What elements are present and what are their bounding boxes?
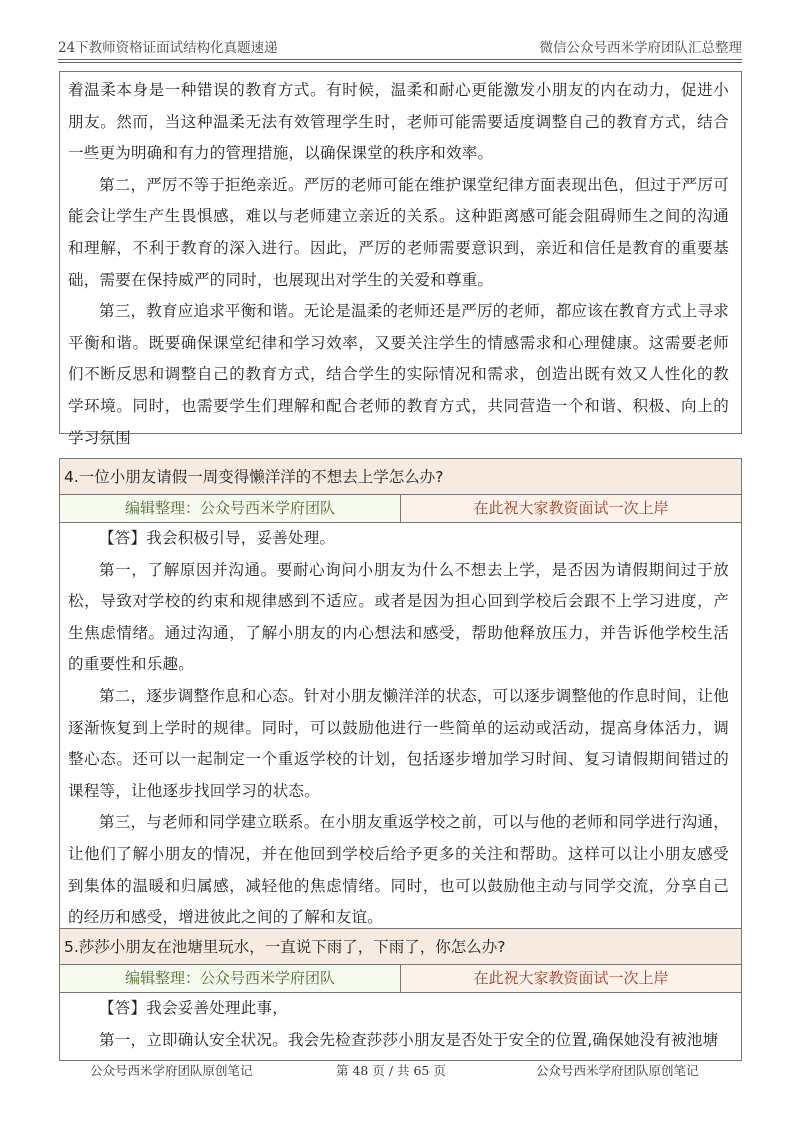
answer-continuation-box <box>59 71 742 447</box>
continuation-paragraph-3: 第三，教育应追求平衡和谐。无论是温柔的老师还是严厉的老师，都应该在教育方式上寻求平衡和谐。既要确保课堂纪律和学习效率，又要关注学生的情感需求和心理健康。这需要老师们不断反思和调整自己的教育方式，结合学生的实际情况和需求，创造出既有效又人性化的教学环境。同时，也需要学生们理解和配合老师的教育方式，共同营造一个和谐、积极、向上的学习氛围 <box>68 302 730 447</box>
footer-right: 公众号西米学府团队原创笔记 <box>536 1063 699 1078</box>
editor-credit: 编辑整理：公众号西米学府团队 <box>60 495 401 522</box>
question-5-title: 5.莎莎小朋友在池塘里玩水，一直说下雨了，下雨了，你怎么办? <box>60 929 741 965</box>
page-number: 第 48 页 / 共 65 页 <box>336 1063 446 1078</box>
header-rule-thick <box>58 62 742 63</box>
wish-message: 在此祝大家教资面试一次上岸 <box>401 495 741 522</box>
answer-paragraph-2: 第二，逐步调整作息和心态。针对小朋友懒洋洋的状态，可以逐步调整他的作息时间，让他逐渐恢复到上学时的规律。同时，可以鼓励他进行一些简单的运动或活动，提高身体活力，调整心态。还可以一起制定一个重返学校的计划，包括逐步增加学习时间、复习请假期间错过的课程等，让他逐步找回学习的状态。 <box>68 686 730 800</box>
answer-paragraph-3: 第三，与老师和同学建立联系。在小朋友重返学校之前，可以与他的老师和同学进行沟通，让他们了解小朋友的情况，并在他回到学校后给予更多的关注和帮助。这样可以让小朋友感受到集体的温暖和归属感，减轻他的焦虑情绪。同时，也可以鼓励他主动与同学交流，分享自己的经历和感受，增进彼此之间的了解和友谊。 <box>68 813 730 927</box>
header-left-title: 24下教师资格证面试结构化真题速递 <box>58 40 278 56</box>
answer-lead: 【答】我会积极引导，妥善处理。 <box>99 529 336 547</box>
wish-message: 在此祝大家教资面试一次上岸 <box>401 965 741 992</box>
header-rule-thin <box>58 59 742 60</box>
question-4-answer <box>60 523 741 938</box>
question-5-info-row <box>60 965 741 993</box>
answer-paragraph-1: 第一，了解原因并沟通。要耐心询问小朋友为什么不想去上学，是否因为请假期间过于放松，导致对学校的约束和规律感到不适应。或者是因为担心回到学校后会跟不上学习进度，产生焦虑情绪。通过沟通，了解小朋友的内心想法和感受，帮助他释放压力，并告诉他学校生活的重要性和乐趣。 <box>68 560 729 674</box>
question-4-box <box>59 458 742 939</box>
header-right-title: 微信公众号西米学府团队汇总整理 <box>539 40 742 56</box>
continuation-paragraph-1: 着温柔本身是一种错误的教育方式。有时候，温柔和耐心更能激发小朋友的内在动力，促进小朋友。然而，当这种温柔无法有效管理学生时，老师可能需要适度调整自己的教育方式，结合一些更为明确和有力的管理措施，以确保课堂的秩序和效率。 <box>68 81 729 163</box>
answer-lead: 【答】我会妥善处理此事， <box>99 999 289 1017</box>
question-5-answer <box>60 993 741 1060</box>
page-header <box>58 36 742 56</box>
answer-paragraph-1: 第一，立即确认安全状况。我会先检查莎莎小朋友是否处于安全的位置,确保她没有被池塘 <box>99 1030 719 1049</box>
question-4-info-row <box>60 495 741 523</box>
continuation-paragraph-2: 第二，严厉不等于拒绝亲近。严厉的老师可能在维护课堂纪律方面表现出色，但过于严厉可能会让学生产生畏惧感，难以与老师建立亲近的关系。这种距离感可能会阻碍师生之间的沟通和理解，不利于教育的深入进行。因此，严厉的老师需要意识到，亲近和信任是教育的重要基础，需要在保持威严的同时，也展现出对学生的关爱和尊重。 <box>68 175 730 289</box>
editor-credit: 编辑整理：公众号西米学府团队 <box>60 965 401 992</box>
question-4-title: 4.一位小朋友请假一周变得懒洋洋的不想去上学怎么办? <box>60 459 741 495</box>
footer-left: 公众号西米学府团队原创笔记 <box>90 1063 253 1078</box>
question-5-box <box>59 928 742 1061</box>
